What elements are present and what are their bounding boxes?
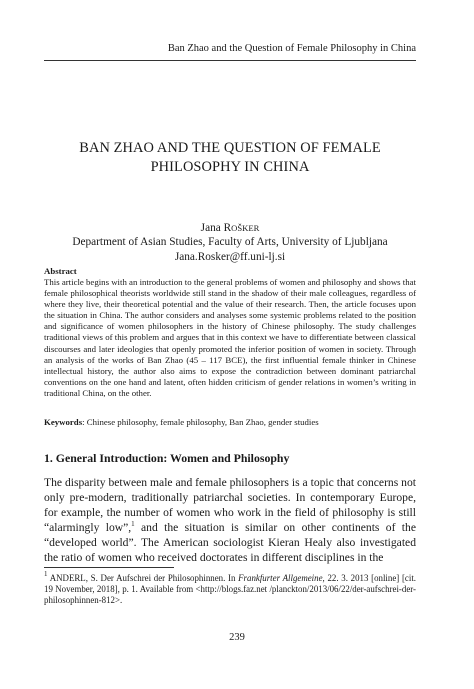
keywords-text: : Chinese philosophy, female philosophy, Ban Zhao, gender studies [82, 417, 319, 427]
page-number: 239 [229, 632, 245, 643]
body-text-part-2: and the situation is similar on other continents of the “developed world”. The American sociologist Kieran Healy also investigated the ratio of women who received doctorates in different disciplines in the [44, 520, 416, 564]
footnote-reference[interactable]: 1 [131, 519, 135, 528]
footnote-rule [44, 567, 174, 568]
author-last-initial: R [223, 222, 232, 234]
title-line-2: PHILOSOPHY IN CHINA [150, 159, 310, 175]
author-name [44, 221, 416, 235]
title-line-1: BAN ZHAO AND THE QUESTION OF FEMALE [79, 140, 381, 156]
body-paragraph [44, 476, 416, 565]
author-last-rest: OŠKER [231, 223, 260, 233]
abstract-text: This article begins with an introduction to the general problems of women and philosophy and shows that female philosophical theorists worldwide still stand in the shadow of their male colleagues, regardless of where they live, their theoretical potential and the value of their research. Then, the article focuses upon the situation in China. The author considers and analyses some systemic problems related to the position and significance of women philosophers in the history of Chinese philosophy. The study challenges traditional views of this problem and argues that in this context we have to differentiate between classical discourses and later ideologies that openly promoted the inferior position of women in society. Through an analysis of the works of Ban Zhao (45 – 117 BCE), the first influential female thinker in Chinese intellectual history, the author also aims to expose the contradiction between dominant patriarchal conventions on the one hand and latent, often hidden criticism of gender relations in women’s writing in traditional China, on the other. [44, 277, 416, 398]
footnote-journal: Frankfurter Allgemeine [238, 573, 323, 583]
article-title [44, 139, 416, 177]
abstract-heading: Abstract [44, 266, 77, 276]
author-email[interactable]: Jana.Rosker@ff.uni-lj.si [174, 250, 286, 263]
affiliation: Department of Asian Studies, Faculty of Arts, University of Ljubljana [72, 236, 388, 249]
keywords [44, 417, 416, 428]
section-heading: 1. General Introduction: Women and Philosophy [44, 451, 290, 465]
author-first-name: Jana [200, 222, 221, 234]
footnote-marker: 1 [44, 570, 48, 578]
running-head: Ban Zhao and the Question of Female Philosophy in China [167, 43, 416, 54]
footnote-text-part-1: ANDERL, S. Der Aufschrei der Philosophinnen. In [47, 573, 239, 583]
keywords-label: Keywords [44, 417, 83, 427]
author-block [44, 221, 416, 264]
footnote-text-part-2: , 22. 3. 2013 [online] [cit. 19 November, 2018], p. 1. Available from <http://blogs.faz.net /planckton/2013/06/22/der-aufschrei-der-philosophinnen-812>. [44, 573, 416, 606]
body-text-part-1: The disparity between male and female philosophers is a topic that concerns not only pre-modern, traditionally patriarchal societies. In contemporary Europe, for example, the number of women who work in the field of philosophy is still “alarmingly low”, [44, 476, 416, 534]
header-rule [44, 60, 416, 61]
footnote [44, 570, 416, 607]
